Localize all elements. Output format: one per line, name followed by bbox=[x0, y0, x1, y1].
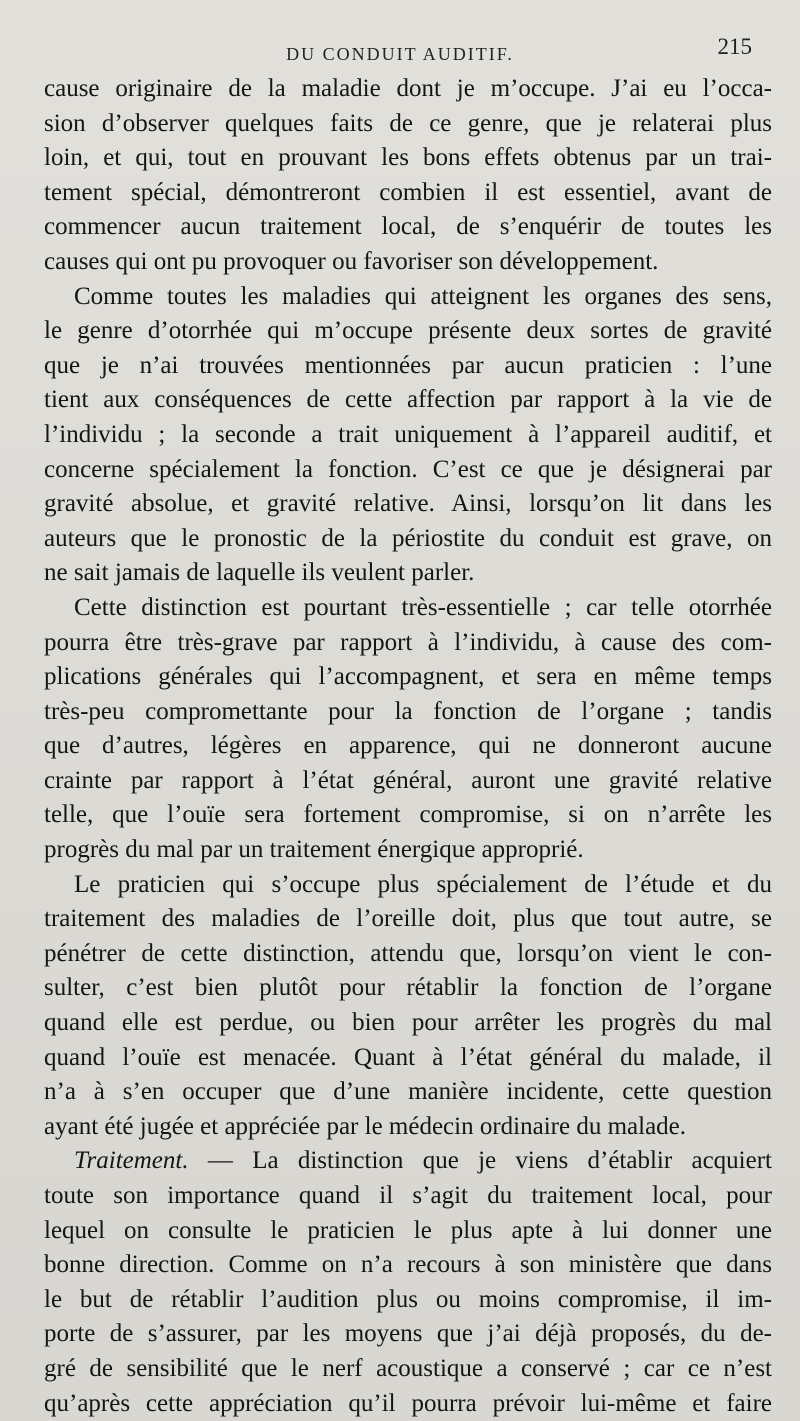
text-line bbox=[44, 487, 772, 522]
text-line-content: pourra être très-grave par rapport à l’individu, à cause des com- bbox=[44, 628, 772, 656]
text-line bbox=[44, 141, 772, 176]
text-line bbox=[44, 453, 772, 488]
running-title: DU CONDUIT AUDITIF. bbox=[286, 44, 514, 64]
text-line bbox=[44, 176, 772, 211]
text-line-content: sion d’observer quelques faits de ce genre, que je relaterai plus bbox=[44, 109, 772, 137]
text-line-content: concerne spécialement la fonction. C’est ce que je désignerai par bbox=[44, 455, 772, 483]
text-line-content: traitement des maladies de l’oreille doit, plus que tout autre, se bbox=[44, 905, 772, 933]
text-line-content: qu’après cette appréciation qu’il pourra prévoir lui-même et faire bbox=[44, 1389, 772, 1417]
text-line bbox=[44, 1352, 772, 1387]
text-line bbox=[44, 210, 772, 245]
text-line bbox=[44, 1387, 772, 1421]
section-heading-italic: Traitement. bbox=[74, 1147, 189, 1175]
text-line bbox=[44, 798, 772, 833]
text-line bbox=[44, 626, 772, 661]
text-line bbox=[44, 1179, 772, 1214]
text-line-content: crainte par rapport à l’état général, auront une gravité relative bbox=[44, 766, 772, 794]
text-line-content: Cette distinction est pourtant très-essentielle ; car telle otorrhée bbox=[74, 593, 772, 621]
text-line bbox=[44, 314, 772, 349]
text-line bbox=[44, 591, 772, 626]
text-line bbox=[44, 695, 772, 730]
text-line bbox=[44, 1144, 772, 1179]
text-line-content: tement spécial, démontreront combien il est essentiel, avant de bbox=[44, 178, 772, 206]
text-line bbox=[44, 1110, 772, 1145]
text-line-content: toute son importance quand il s’agit du traitement local, pour bbox=[44, 1182, 772, 1209]
text-line-content: quand elle est perdue, ou bien pour arrêter les progrès du mal bbox=[44, 1009, 772, 1037]
text-line-content: pénétrer de cette distinction, attendu que, lorsqu’on vient le con- bbox=[44, 939, 772, 967]
body-text bbox=[44, 72, 772, 1421]
text-line-content: loin, et qui, tout en prouvant les bons effets obtenus par un trai- bbox=[44, 144, 772, 172]
text-line bbox=[44, 971, 772, 1006]
page-number: 215 bbox=[717, 34, 752, 59]
text-line bbox=[44, 522, 772, 557]
text-line-content: que je n’ai trouvées mentionnées par aucun praticien : l’une bbox=[44, 351, 772, 379]
text-line-content: bonne direction. Comme on n’a recours à son ministère que dans bbox=[44, 1251, 772, 1279]
text-line-content: n’a à s’en occuper que d’une manière incidente, cette question bbox=[44, 1078, 772, 1106]
text-line bbox=[44, 1041, 772, 1076]
text-line-content: sulter, c’est bien plutôt pour rétablir la fonction de l’organe bbox=[44, 974, 772, 1002]
text-line-content: Le praticien qui s’occupe plus spécialement de l’étude et du bbox=[74, 870, 772, 898]
text-line bbox=[44, 764, 772, 799]
text-line-content: plications générales qui l’accompagnent, et sera en même temps bbox=[44, 663, 772, 691]
text-line-content: que d’autres, légères en apparence, qui ne donneront aucune bbox=[44, 732, 772, 760]
text-line bbox=[44, 660, 772, 695]
text-line bbox=[44, 245, 772, 280]
text-line bbox=[44, 280, 772, 315]
text-line-content: — La distinction que je viens d’établir acquiert bbox=[207, 1147, 772, 1175]
text-line-content: gravité absolue, et gravité relative. Ainsi, lorsqu’on lit dans les bbox=[44, 490, 772, 518]
text-line bbox=[44, 729, 772, 764]
text-line bbox=[44, 383, 772, 418]
text-line-content: très-peu compromettante pour la fonction de l’organe ; tandis bbox=[44, 697, 772, 725]
text-line-content: gré de sensibilité que le nerf acoustique a conservé ; car ce n’est bbox=[44, 1354, 772, 1382]
text-line bbox=[44, 107, 772, 142]
text-line bbox=[44, 1006, 772, 1041]
text-line bbox=[44, 937, 772, 972]
text-line-content: Comme toutes les maladies qui atteignent les organes des sens, bbox=[74, 282, 772, 310]
text-line-content: commencer aucun traitement local, de s’enquérir de toutes les bbox=[44, 213, 772, 241]
text-line-content: ayant été jugée et appréciée par le médecin ordinaire du malade. bbox=[44, 1112, 687, 1140]
running-head bbox=[40, 34, 760, 70]
text-line bbox=[44, 868, 772, 903]
text-line bbox=[44, 418, 772, 453]
text-line bbox=[44, 833, 772, 868]
text-line bbox=[44, 556, 772, 591]
text-line-content: porte de s’assurer, par les moyens que j’ai déjà proposés, du de- bbox=[44, 1320, 772, 1348]
text-line bbox=[44, 902, 772, 937]
text-line-content: l’individu ; la seconde a trait uniquement à l’appareil auditif, et bbox=[44, 420, 772, 448]
text-line bbox=[44, 1317, 772, 1352]
text-line-content: cause originaire de la maladie dont je m’occupe. J’ai eu l’occa- bbox=[44, 75, 772, 102]
text-line-content: causes qui ont pu provoquer ou favoriser son développement. bbox=[44, 247, 659, 275]
text-line bbox=[44, 1248, 772, 1283]
text-line-content: progrès du mal par un traitement énergique approprié. bbox=[44, 836, 584, 864]
text-line-content: le genre d’otorrhée qui m’occupe présente deux sortes de gravité bbox=[44, 317, 772, 345]
text-line bbox=[44, 1214, 772, 1249]
text-line bbox=[44, 1075, 772, 1110]
text-line-content: telle, que l’ouïe sera fortement compromise, si on n’arrête les bbox=[44, 801, 772, 829]
text-line-content: quand l’ouïe est menacée. Quant à l’état général du malade, il bbox=[44, 1043, 772, 1071]
text-line-content: auteurs que le pronostic de la périostite du conduit est grave, on bbox=[44, 524, 772, 552]
text-line-content: ne sait jamais de laquelle ils veulent parler. bbox=[44, 559, 475, 587]
text-line bbox=[44, 72, 772, 107]
text-line bbox=[44, 349, 772, 384]
text-line-content: lequel on consulte le praticien le plus apte à lui donner une bbox=[44, 1216, 772, 1244]
text-line bbox=[44, 1283, 772, 1318]
text-line-content: le but de rétablir l’audition plus ou moins compromise, il im- bbox=[44, 1285, 772, 1313]
text-line-content: tient aux conséquences de cette affection par rapport à la vie de bbox=[44, 386, 772, 414]
